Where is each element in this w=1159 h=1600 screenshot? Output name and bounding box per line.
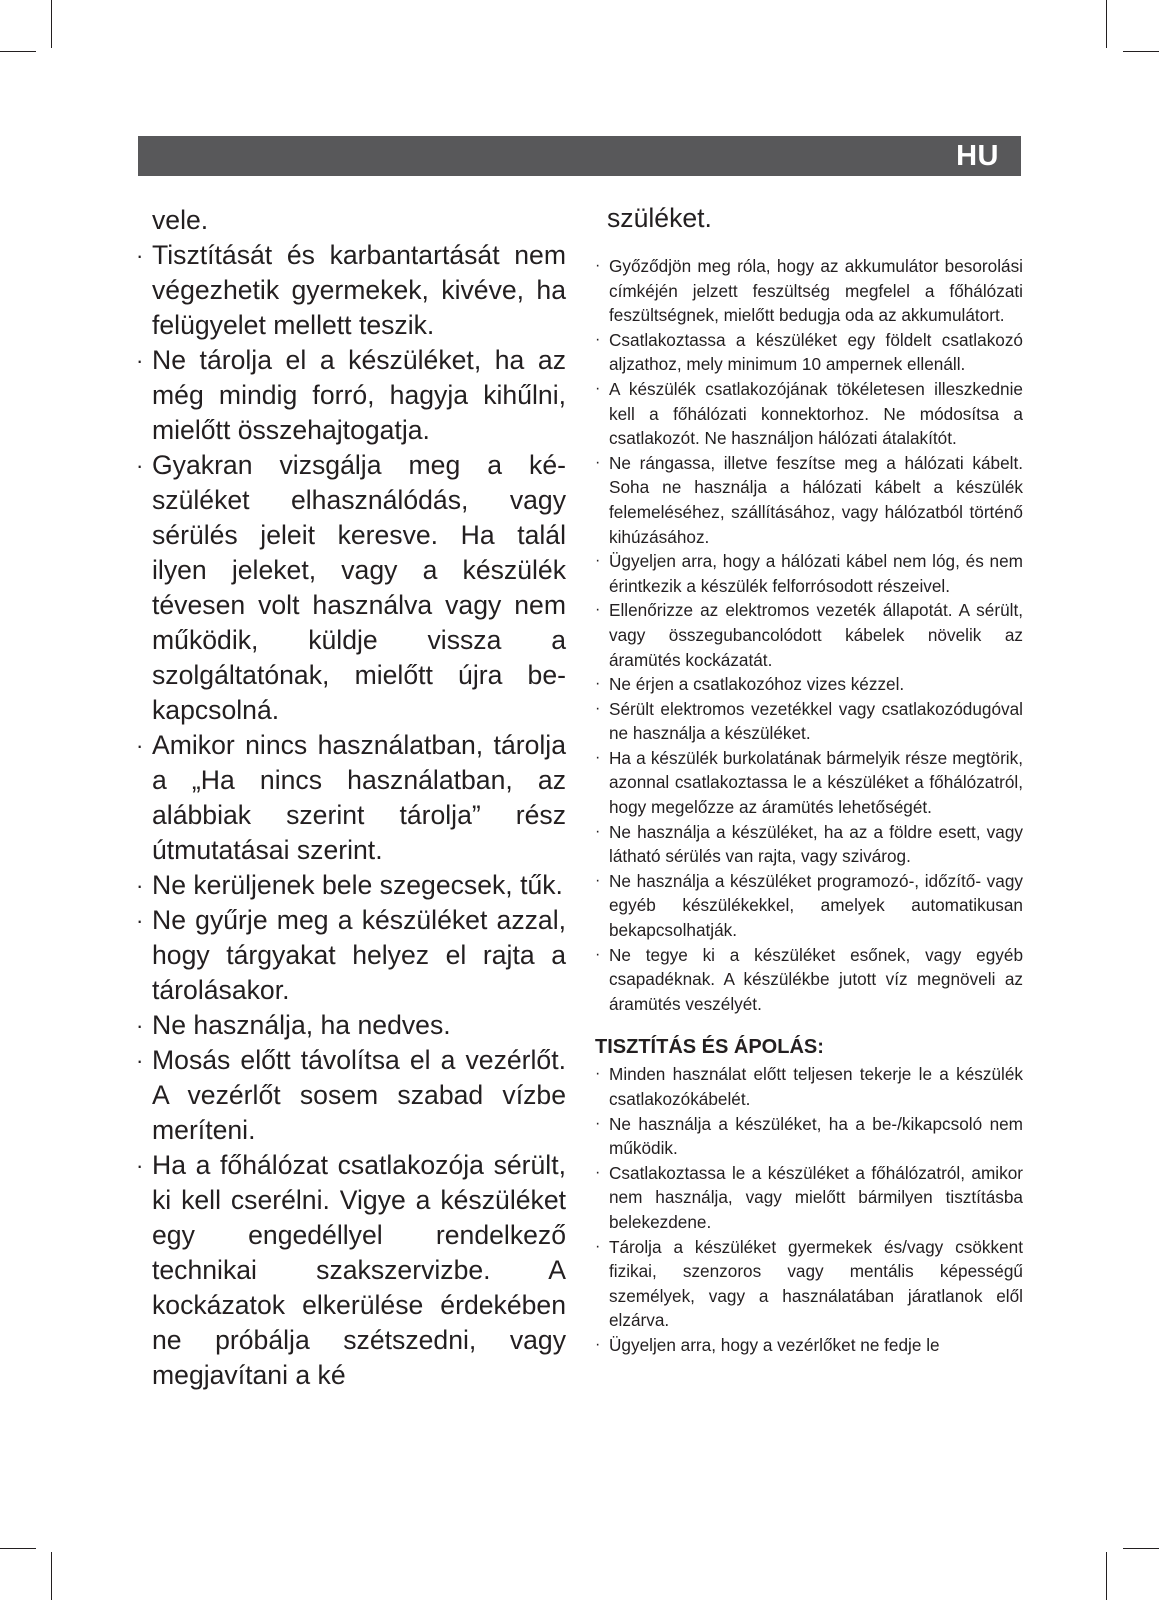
list-item: · Ügyeljen arra, hogy a vezérlőket ne fedje le	[595, 1333, 1023, 1358]
list-item: · Minden használat előtt teljesen tekerje le a készülék csatlakozókábelét.	[595, 1062, 1023, 1111]
language-code: HU	[956, 140, 999, 172]
list-item: · Tárolja a készüléket gyermekek és/vagy csökkent fizikai, szenzoros vagy mentális képességű személyek, vagy a használatában járatlanok elől elzárva.	[595, 1235, 1023, 1333]
list-item: · Ne érjen a csatlakozóhoz vizes kézzel.	[595, 672, 1023, 697]
list-item: · Ne használja a készüléket, ha az a földre esett, vagy látható sérülés van rajta, vagy szivárog.	[595, 820, 1023, 869]
crop-mark	[1123, 51, 1159, 52]
crop-mark	[51, 0, 52, 48]
list-item: · Sérült elektromos vezetékkel vagy csatlakozódugóval ne használja a készüléket.	[595, 697, 1023, 746]
crop-mark	[1106, 0, 1107, 48]
list-item: · Amikor nincs használatban, tárolja a „Ha nincs használatban, az alábbiak szerint tárolja” rész útmutatásai szerint.	[136, 728, 566, 868]
list-item: · Gyakran vizsgálja meg a készüléket elhasználódás, vagy sérülés jeleit keresve. Ha talál ilyen jeleket, vagy a készülék tévesen volt használva vagy nem működik, küldje vissza a szolgáltatónak, mielőtt újra bekapcsolná.	[136, 448, 566, 728]
list-item: · Ne használja, ha nedves.	[136, 1008, 566, 1043]
list-item: · Ha a készülék burkolatának bármelyik része megtörik, azonnal csatlakoztassa le a készüléket a főhálózatról, hogy megelőzze az áramütés lehetőségét.	[595, 746, 1023, 820]
cleaning-care-list	[595, 1062, 1023, 1357]
crop-mark	[1106, 1552, 1107, 1600]
list-item: · Győződjön meg róla, hogy az akkumulátor besorolási címkéjén jelzett feszültség megfelel a főhálózati feszültségnek, mielőtt bedugja oda az akkumulátort.	[595, 254, 1023, 328]
list-item: · Ne használja a készüléket programozó-, időzítő- vagy egyéb készülékekkel, amelyek automatikusan bekapcsolhatják.	[595, 869, 1023, 943]
list-item: · Ne használja a készüléket, ha a be-/kikapcsoló nem működik.	[595, 1112, 1023, 1161]
list-item: · Mosás előtt távolítsa el a vezérlőt. A vezérlőt sosem szabad vízbe meríteni.	[136, 1043, 566, 1148]
left-column	[136, 203, 566, 1393]
list-item: · Ne tegye ki a készüléket esőnek, vagy egyéb csapadéknak. A készülékbe jutott víz megnöveli az áramütés veszélyét.	[595, 943, 1023, 1017]
list-item: · Tisztítását és karbantartását nem végezhetik gyermekek, kivéve, ha felügyelet mellett teszik.	[136, 238, 566, 343]
continuation-text: vele.	[152, 205, 209, 235]
right-column	[595, 200, 1023, 1358]
section-heading: TISZTÍTÁS ÉS ÁPOLÁS:	[595, 1036, 824, 1059]
list-item: · Csatlakoztassa le a készüléket a főhálózatról, amikor nem használja, vagy mielőtt bármilyen tisztításba belekezdene.	[595, 1161, 1023, 1235]
continuation-text: szüléket.	[607, 203, 712, 233]
crop-mark	[0, 51, 36, 52]
list-item: · A készülék csatlakozójának tökéletesen illeszkednie kell a főhálózati konnektorhoz. Ne módosítsa a csatlakozót. Ne használjon hálózati átalakítót.	[595, 377, 1023, 451]
list-item: · Ha a főhálózat csatlakozója sérült, ki kell cserélni. Vigye a készüléket egy engedéllyel rendelkező technikai szakszervizbe. A kockázatok elkerülése érdekében ne próbálja szétszedni, vagy megjavítani a ké	[136, 1148, 566, 1393]
header-bar	[138, 136, 1021, 176]
electrical-safety-list	[595, 254, 1023, 1016]
list-item: · Ellenőrizze az elektromos vezeték állapotát. A sérült, vagy összegubancolódott kábelek növelik az áramütés kockázatát.	[595, 598, 1023, 672]
list-item: · Csatlakoztassa a készüléket egy földelt csatlakozó aljzathoz, mely minimum 10 ampernek ellenáll.	[595, 328, 1023, 377]
crop-mark	[0, 1548, 36, 1549]
list-item: · Ne rángassa, illetve feszítse meg a hálózati kábelt. Soha ne használja a hálózati kábelt a készülék felemeléséhez, szállításához, vagy hálózatból történő kihúzásához.	[595, 451, 1023, 549]
crop-mark	[1123, 1548, 1159, 1549]
safety-list	[136, 238, 566, 1393]
list-item: · Ne gyűrje meg a készüléket azzal, hogy tárgyakat helyez el rajta a tárolásakor.	[136, 903, 566, 1008]
list-item: · Ne tárolja el a készüléket, ha az még mindig forró, hagyja kihűlni, mielőtt összehajtogatja.	[136, 343, 566, 448]
list-item: · Ügyeljen arra, hogy a hálózati kábel nem lóg, és nem érintkezik a készülék felforrósodott részeivel.	[595, 549, 1023, 598]
crop-mark	[51, 1552, 52, 1600]
list-item: · Ne kerüljenek bele szegecsek, tűk.	[136, 868, 566, 903]
